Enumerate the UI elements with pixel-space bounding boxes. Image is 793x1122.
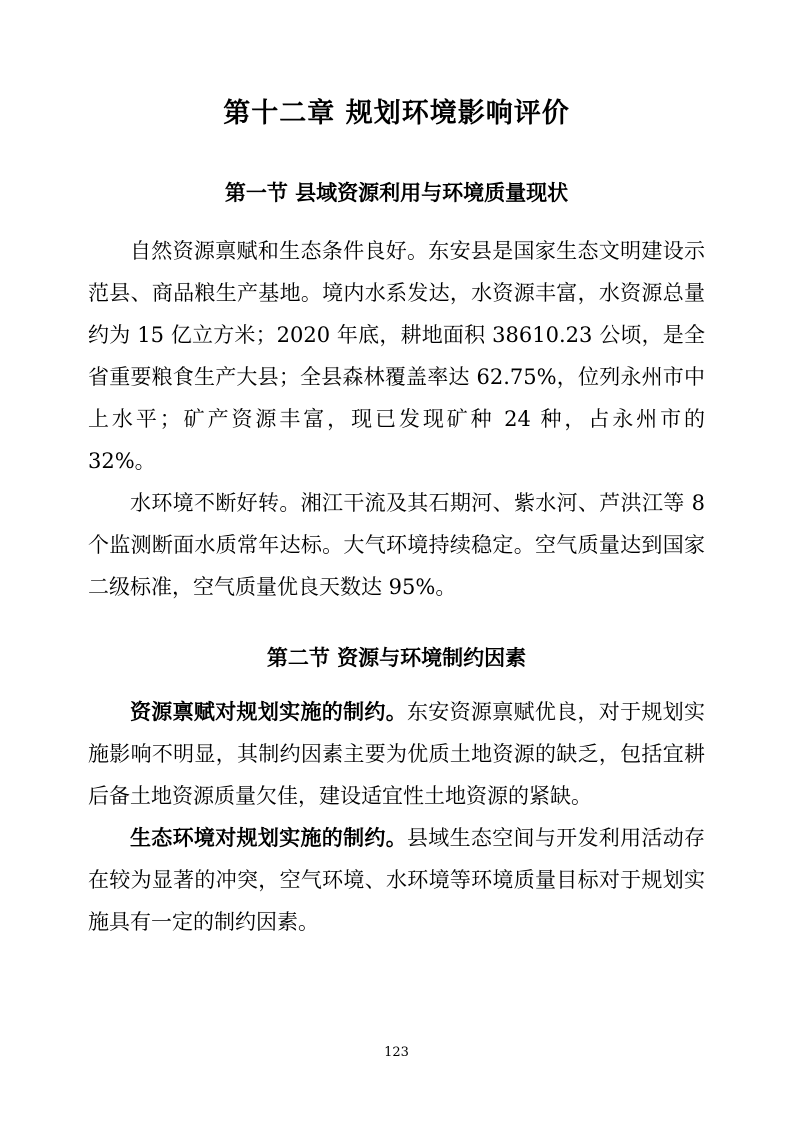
paragraph-2-2 bbox=[88, 817, 705, 943]
paragraph-2-1-lead: 资源禀赋对规划实施的制约。 bbox=[130, 699, 407, 725]
page-number: 123 bbox=[384, 1045, 409, 1060]
paragraph-1-2: 水环境不断好转。湘江干流及其石期河、紫水河、芦洪江等 8 个监测断面水质常年达标。大气环境持续稳定。空气质量达到国家二级标准，空气质量优良天数达 95%。 bbox=[88, 491, 705, 600]
chapter-title: 第十二章 规划环境影响评价 bbox=[223, 98, 570, 129]
paragraph-2-1-text: 东安资源禀赋优良，对于规划实施影响不明显，其制约因素主要为优质土地资源的缺乏，包括宜耕后备土地资源质量欠佳，建设适宜性土地资源的紧缺。 bbox=[88, 700, 705, 809]
paragraph-1-1: 自然资源禀赋和生态条件良好。东安县是国家生态文明建设示范县、商品粮生产基地。境内水系发达，水资源丰富，水资源总量约为 15 亿立方米；2020 年底，耕地面积 38610.23 公顷，是全省重要粮食生产大县；全县森林覆盖率达 62.75%，位列永州市中上水平；矿产资源丰富，现已发现矿种 24 种，占永州市的 32%。 bbox=[88, 239, 705, 474]
paragraph-2-1 bbox=[88, 691, 705, 817]
section-heading-1: 第一节 县域资源利用与环境质量现状 bbox=[224, 179, 569, 205]
page-content bbox=[88, 0, 705, 1122]
paragraph-2-2-lead: 生态环境对规划实施的制约。 bbox=[130, 825, 407, 851]
paragraph-2-2-text: 县域生态空间与开发利用活动存在较为显著的冲突，空气环境、水环境等环境质量目标对于规划实施具有一定的制约因素。 bbox=[88, 826, 705, 935]
section-heading-2: 第二节 资源与环境制约因素 bbox=[266, 645, 527, 671]
